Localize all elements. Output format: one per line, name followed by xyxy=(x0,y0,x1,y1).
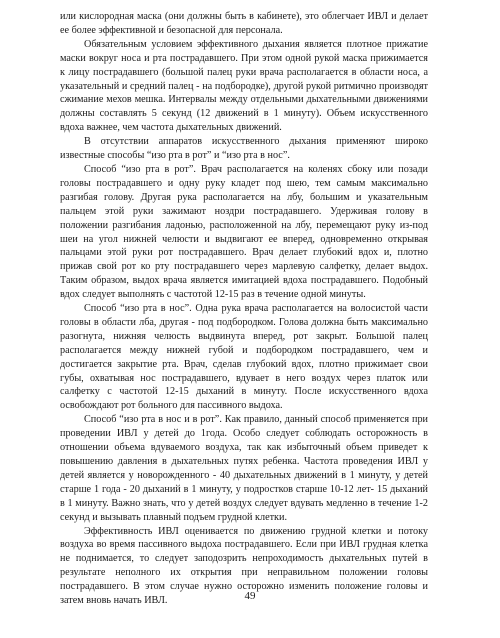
paragraph-6: Способ “изо рта в нос и в рот”. Как правило, данный способ применяется при проведении ИВЛ у детей до 1года. Особо следует соблюдать осторожность в отношении объема вдуваемого воздуха, так как избыточный объем приведет к повышению давления в дыхательных путях ребенка. Частота проведения ИВЛ у детей является у новорожденного - 40 дыхательных движений в 1 минуту, у детей старше 1 года - 20 дыханий в 1 минуту, у подростков старше 10-12 лет- 15 дыханий в 1 минуту. Важно знать, что у детей воздух следует вдувать медленно в течение 1-2 секунд и вызывать плавный подъем грудной клетки. xyxy=(60,414,428,523)
paragraph-7: Эффективность ИВЛ оценивается по движению грудной клетки и потоку воздуха во время пассивного выдоха пострадавшего. Если при ИВЛ грудная клетка не поднимается, то следует заподозрить непроходимость дыхательных путей в результате неполного их открытия при неправильном положении головы пострадавшего. В этом случае нужно осторожно изменить положение головы и затем вновь начать ИВЛ. xyxy=(60,525,428,607)
paragraph-5: Способ “изо рта в нос”. Одна рука врача располагается на волосистой части головы в области лба, другая - под подбородком. Голова должна быть максимально разогнута, нижняя челюсть выдвинута вперед, рот закрыт. Большой палец располагается между нижней губой и подбородком пострадавшего, чем и достигается закрытие рта. Врач, сделав глубокий вдох, плотно прижимает свои губы, охватывая нос пострадавшего, вдувает в него воздух через платок или салфетку с частотой 12-15 дыханий в минуту. После искусственного вдоха освобождают рот больного для пассивного выдоха. xyxy=(60,303,428,412)
paragraph-3: В отсутствии аппаратов искусственного дыхания применяют широко известные способы “изо рта в рот” и “изо рта в нос”. xyxy=(60,136,428,162)
paragraph-1: или кислородная маска (они должны быть в кабинете), это облегчает ИВЛ и делает ее более эффективной и безопасной для персонала. xyxy=(60,11,428,36)
paragraph-2: Обязательным условием эффективного дыхания является плотное прижатие маски вокруг носа и рта пострадавшего. При этом одной рукой маска прижимается к лицу пострадавшего (большой палец руки врача располагается в области носа, а указательный и средний палец - на подбородке), другой рукой ритмично производят сжимание мехов мешка. Интервалы между отдельными дыхательными движениями должны составлять 5 секунд (12 движений в 1 минуту). Объем искусственного вдоха важнее, чем частота дыхательных движений. xyxy=(60,38,428,134)
page-body xyxy=(60,10,428,608)
paragraph-4: Способ “изо рта в рот”. Врач располагается на коленях сбоку или позади головы пострадавшего и одну руку кладет под шею, тем самым максимально разгибая голову. Другая рука располагается на лбу, большим и указательным пальцем этой руки зажимают ноздри пострадавшего. Удерживая голову в положении разгибания ладонью, расположенной на лбу, перемещают руку из-под шеи на угол нижней челюсти и выдвигают ее вперед, одновременно открывая пальцами этой руки рот пострадавшего. Врач делает глубокий вдох и, плотно прижав свой рот ко рту пострадавшего через марлевую салфетку, делает выдох. Таким образом, выдох врача является имитацией вдоха пострадавшего. Подобный вдох следует выполнять с частотой 12-15 раз в течение одной минуты. xyxy=(60,163,428,301)
page-number: 49 xyxy=(244,590,256,602)
